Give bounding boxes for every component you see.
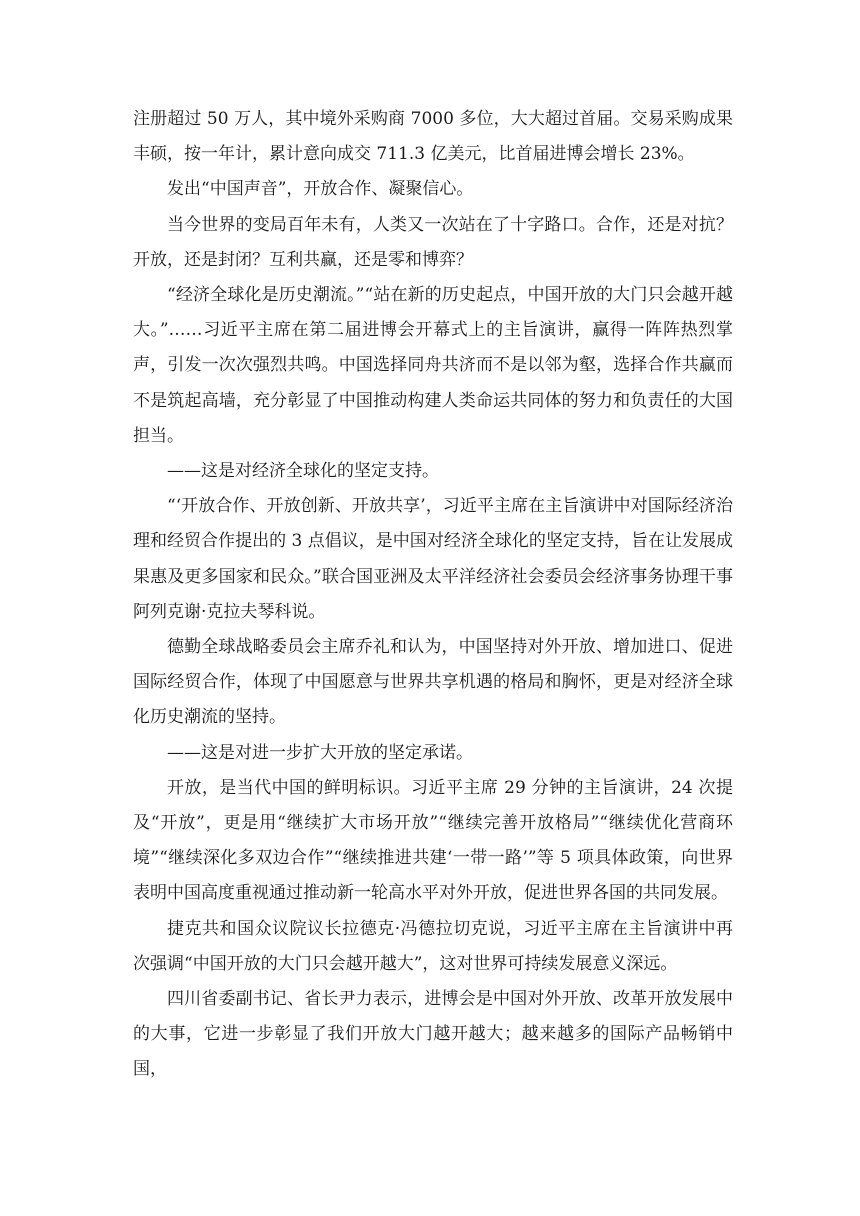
paragraph-10: 捷克共和国众议院议长拉德克·冯德拉切克说，习近平主席在主旨演讲中再次强调“中国开放的大门只会越开越大”，这对世界可持续发展意义深远。 [133, 918, 733, 974]
article-body [133, 102, 733, 1088]
paragraph-1: 注册超过 50 万人，其中境外采购商 7000 多位，大大超过首届。交易采购成果丰硕，按一年计，累计意向成交 711.3 亿美元，比首届进博会增长 23%。 [133, 109, 733, 165]
paragraph-5: ——这是对经济全球化的坚定支持。 [167, 461, 439, 482]
paragraph-4: “经济全球化是历史潮流。”“站在新的历史起点，中国开放的大门只会越开越大。”……习近平主席在第二届进博会开幕式上的主旨演讲，赢得一阵阵热烈掌声，引发一次次强烈共鸣。中国选择同舟共济而不是以邻为壑，选择合作共赢而不是筑起高墙，充分彰显了中国推动构建人类命运共同体的努力和负责任的大国担当。 [133, 285, 733, 446]
paragraph-11: 四川省委副书记、省长尹力表示，进博会是中国对外开放、改革开放发展中的大事，它进一步彰显了我们开放大门越开越大；越来越多的国际产品畅销中国， [133, 989, 733, 1080]
paragraph-3: 当今世界的变局百年未有，人类又一次站在了十字路口。合作，还是对抗？开放，还是封闭？互利共赢，还是零和博弈？ [133, 214, 733, 270]
paragraph-6: “‘开放合作、开放创新、开放共享’，习近平主席在主旨演讲中对国际经济治理和经贸合作提出的 3 点倡议，是中国对经济全球化的坚定支持，旨在让发展成果惠及更多国家和民众。”联合国亚洲及太平洋经济社会委员会经济事务协理干事阿列克谢·克拉夫琴科说。 [133, 496, 733, 622]
paragraph-9: 开放，是当代中国的鲜明标识。习近平主席 29 分钟的主旨演讲，24 次提及“开放”，更是用“继续扩大市场开放”“继续完善开放格局”“继续优化营商环境”“继续深化多双边合作”“继续推进共建‘一带一路’”等 5 项具体政策，向世界表明中国高度重视通过推动新一轮高水平对外开放，促进世界各国的共同发展。 [133, 777, 733, 904]
paragraph-7: 德勤全球战略委员会主席乔礼和认为，中国坚持对外开放、增加进口、促进国际经贸合作，体现了中国愿意与世界共享机遇的格局和胸怀，更是对经济全球化历史潮流的坚持。 [133, 637, 733, 728]
paragraph-2: 发出“中国声音”，开放合作、凝聚信心。 [167, 179, 474, 200]
paragraph-8: ——这是对进一步扩大开放的坚定承诺。 [167, 742, 473, 763]
